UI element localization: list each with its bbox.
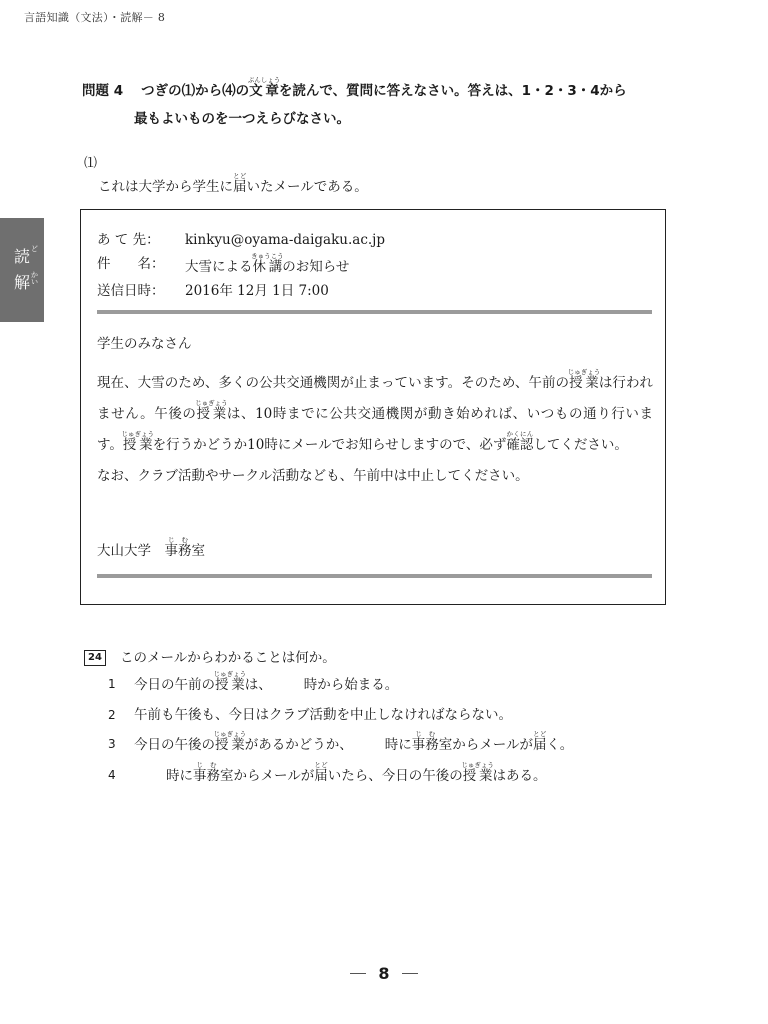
email-subject-row: 件 名： 大雪による休講きゅうこうのお知らせ	[97, 252, 350, 275]
passage-intro: これは大学から学生に届とどいたメールである。	[98, 172, 368, 195]
tab-char-2: 解 かい	[13, 271, 38, 292]
email-meta	[97, 228, 385, 303]
answer-options	[108, 670, 573, 791]
divider-top	[97, 310, 652, 314]
divider-bottom	[97, 574, 652, 578]
page-footer	[0, 963, 768, 983]
footer-dash-right	[402, 973, 418, 974]
email-salutation: 学生のみなさん	[97, 336, 192, 352]
tab-char-1: 読 ど	[13, 245, 38, 266]
passage-label: ⑴	[84, 156, 98, 171]
page-header: 言語知識（文法）・読解－ 8	[24, 11, 166, 24]
page-number: 8	[378, 964, 390, 983]
option-4[interactable]: 4 時に事務じむ室からメールが届とどいたら、今日の午後の授業じゅぎょうはある。	[108, 760, 547, 784]
email-address: kinkyu@oyama-daigaku.ac.jp	[185, 232, 386, 248]
instructions-line-2: 最もよいものを一つえらびなさい。	[134, 111, 350, 127]
email-box	[80, 209, 666, 605]
email-date-row: 送信日時： 2016年 12月 1日 7:00	[97, 283, 329, 299]
email-signature: 大山大学 事務じむ室	[97, 536, 205, 559]
question-24	[84, 648, 336, 668]
question-number-box: 24	[84, 650, 106, 666]
section-tab-dokkai	[0, 218, 44, 322]
question-prompt: このメールからわかることは何か。	[120, 650, 336, 666]
question-number: 問題 4	[82, 83, 124, 99]
email-body: 現在、大雪のため、多くの公共交通機関が止まっています。そのため、午前の授業じゅぎょうは行われません。午後の授業じゅぎょうは、10時までに公共交通機関が動き始めれば、いつもの通り行います。授業じゅぎょうを行うかどうか10時にメールでお知らせしますので、必ず確認かくにんしてください。 なお、クラブ活動やサークル活動なども、午前中は中止してください。	[97, 368, 654, 484]
question-instructions: 問題 4 つぎの⑴から⑷の文章ぶんしょうを読んで、質問に答えなさい。答えは、1・2・3・4から 最もよいものを一つえらびなさい。	[82, 76, 682, 133]
email-to-row: あ て 先： kinkyu@oyama-daigaku.ac.jp	[97, 228, 385, 252]
footer-dash-left	[350, 973, 366, 974]
email-note: なお、クラブ活動やサークル活動なども、午前中は中止してください。	[97, 468, 529, 484]
option-2[interactable]: 2 午前も午後も、今日はクラブ活動を中止しなければならない。	[108, 706, 512, 723]
option-1[interactable]: 1 今日の午前の授業じゅぎょうは、 時から始まる。	[108, 670, 399, 693]
option-3[interactable]: 3 今日の午後の授業じゅぎょうがあるかどうか、 時に事務じむ室からメールが届とどく。	[108, 730, 574, 753]
ruby-bunsho: 文章ぶんしょう	[247, 76, 281, 99]
